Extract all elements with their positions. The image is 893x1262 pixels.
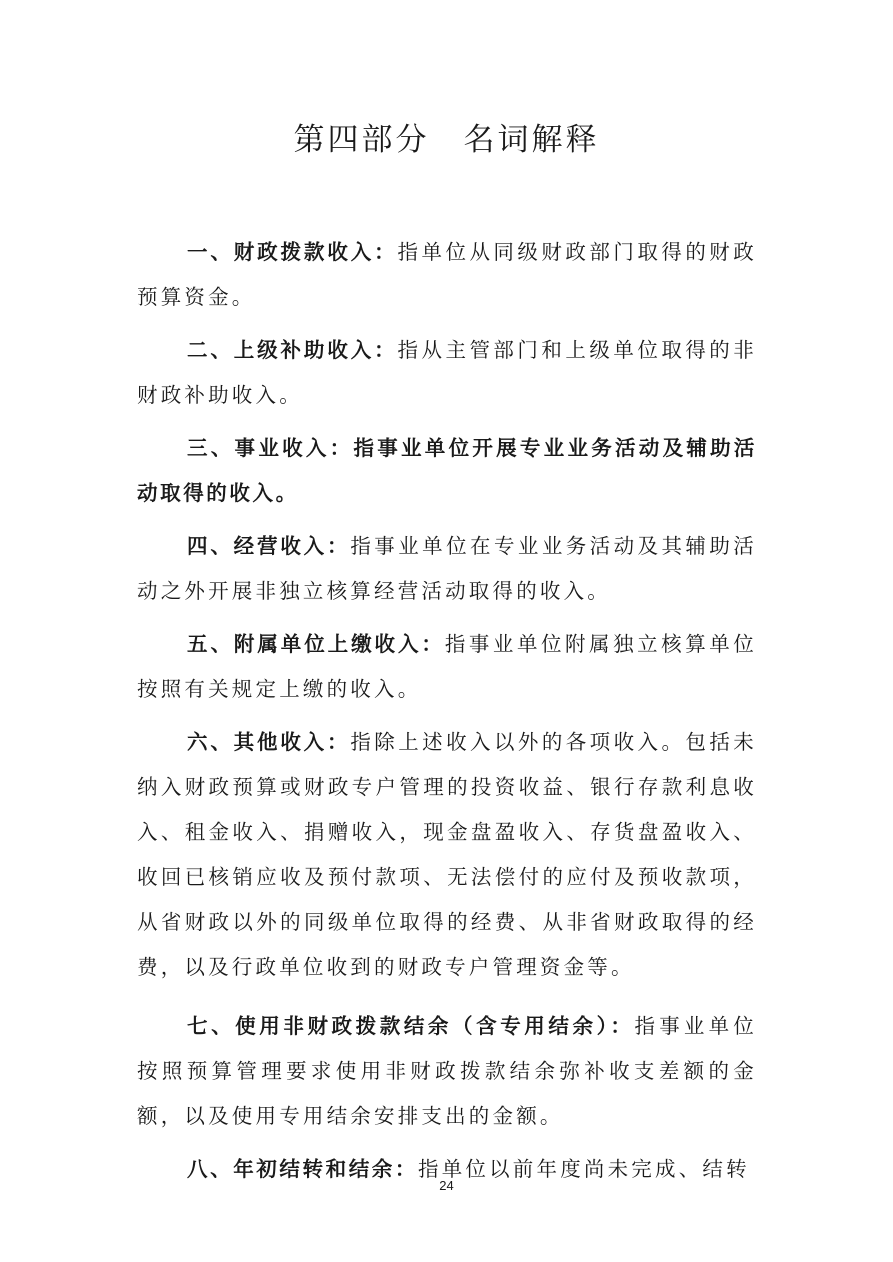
definition-text: 指事业单位按照预算管理要求使用非财政拨款结余弥补收支差额的金额，以及使用专用结余安排支出的金额。	[137, 1014, 758, 1128]
page-number: 24	[439, 1178, 454, 1193]
definition-text: 指事业单位附属独立核算单位按照有关规定上缴的收入。	[137, 632, 757, 701]
definition-term: 六、其他收入：	[187, 730, 351, 754]
definition-item	[137, 328, 757, 418]
page-title	[0, 118, 893, 162]
definition-term: 一、财政拨款收入：	[187, 240, 398, 264]
definition-term: 七、使用非财政拨款结余（含专用结余）：	[187, 1014, 635, 1038]
definition-item	[137, 426, 757, 516]
definition-text: 指单位以前年度尚未完成、结转	[418, 1157, 750, 1181]
definition-item	[137, 230, 757, 320]
definition-term: 四、经营收入：	[187, 534, 351, 558]
definition-term: 三、事业收入：	[187, 436, 354, 460]
definition-text: 指除上述收入以外的各项收入。包括未纳入财政预算或财政专户管理的投资收益、银行存款利息收入、租金收入、捐赠收入，现金盘盈收入、存货盘盈收入、收回已核销应收及预付款项、无法偿付的应付及预收款项，从省财政以外的同级单位取得的经费、从非省财政取得的经费，以及行政单位收到的财政专户管理资金等。	[137, 730, 757, 979]
definition-term: 二、上级补助收入：	[187, 338, 398, 362]
title-part: 第四部分	[293, 122, 430, 158]
definition-text: 指从主管部门和上级单位取得的非财政补助收入。	[137, 338, 757, 407]
definition-term: 五、附属单位上缴收入：	[187, 632, 445, 656]
definition-item	[137, 1004, 757, 1139]
definition-item	[137, 720, 757, 990]
definition-item	[137, 524, 757, 614]
definition-text: 指事业单位开展专业业务活动及辅助活动取得的收入。	[137, 436, 757, 505]
definition-text: 指单位从同级财政部门取得的财政预算资金。	[137, 240, 757, 309]
definitions-list	[137, 230, 757, 1200]
definition-item	[137, 622, 757, 712]
definition-term: 八、年初结转和结余：	[187, 1157, 418, 1181]
title-name: 名词解释	[463, 122, 600, 158]
definition-text: 指事业单位在专业业务活动及其辅助活动之外开展非独立核算经营活动取得的收入。	[137, 534, 757, 603]
